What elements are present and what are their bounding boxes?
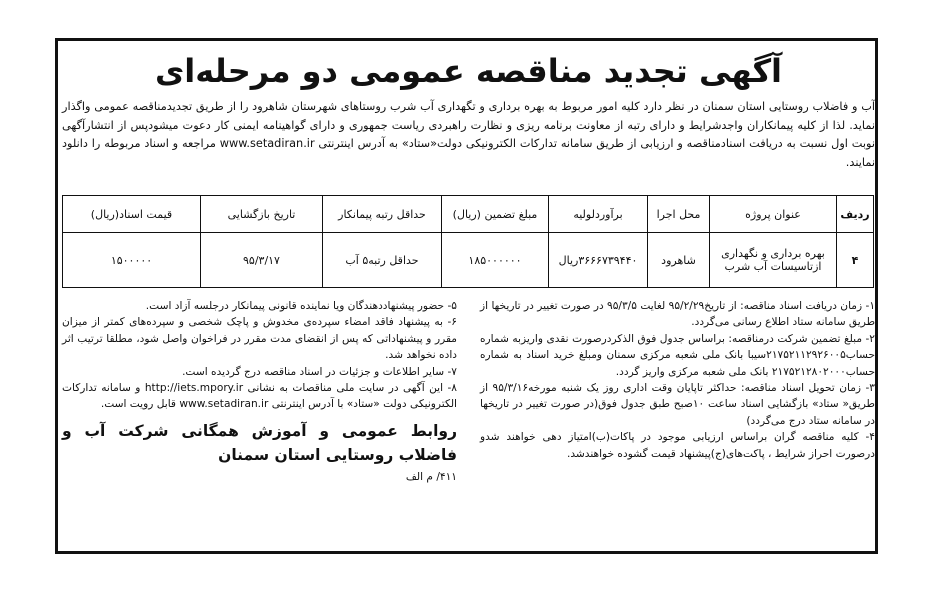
notes-right-column	[480, 298, 875, 462]
note-item: ۷- سایر اطلاعات و جزئیات در اسناد مناقصه درج گردیده است.	[182, 365, 457, 378]
header-min-grade: حداقل رتبه پیمانکار	[323, 196, 442, 233]
note-item: ۸- این آگهی در سایت ملی مناقصات به نشانی http://iets.mpory.ir و سامانه تدارکات الکترونیکی دولت «ستاد» با آدرس اینترنتی www.setadiran.ir قابل رویت است.	[62, 382, 457, 411]
project-table	[62, 195, 874, 288]
note-item: ۴- کلیه مناقصه گران براساس ارزیابی موجود در پاکات(ب)امتیاز دهی خواهند شدو درصورت احراز شرایط ، پاکت‌های(ج)پیشنهاد قیمت گشوده خواهندشد.	[480, 431, 875, 460]
cell-location: شاهرود	[648, 233, 710, 288]
cell-min-grade: حداقل رتبه۵ آب	[323, 233, 442, 288]
header-estimate: برآوردلولیه	[549, 196, 648, 233]
cell-project-title: بهره برداری و نگهداری ازتاسیسات آب شرب	[710, 233, 837, 288]
cell-opening-date: ۹۵/۳/۱۷	[201, 233, 323, 288]
cell-document-price: ۱۵۰۰۰۰۰	[63, 233, 201, 288]
notice-code: ۴۱۱/ م الف	[405, 470, 457, 483]
intro-paragraph: آب و فاضلاب روستایی استان سمنان در نظر دارد کلیه امور مربوط به بهره برداری و تگهداری آب شرب روستاهای شهرستان شاهرود را از طریق تجدیدمناقصه عمومی واگذار نماید. لذا از کلیه پیمانکاران واجدشرایط و دارای رتبه از معاونت برنامه ریزی و نظارت راهبردی ریاست جمهوری و دارای گواهینامه ایمنی کار دعوت میشودپس از انتشارآگهی نوبت اول نسبت به دریافت اسنادمناقصه و ارزیابی از طریق سامانه تدارکات الکترونیکی دولت«ستاد» به آدرس اینترنتی www.setadiran.ir مراجعه و اسناد مربوطه را دانلود نمایند.	[62, 100, 875, 169]
note-item: ۶- به پیشنهاد فاقد امضاء سپرده‌ی مخدوش و پاچک شخصی و سپرده‌های کمتر از میزان مقرر و پیشنهاداتی که پس از انقضای مدت مقرر در فراخوان واصل شود، مطلقا ترتیب اثر داده نخواهد شد.	[62, 316, 457, 362]
header-opening-date: تاریخ بازگشایی	[201, 196, 323, 233]
header-project-title: عنوان پروژه	[710, 196, 837, 233]
signature: روابط عمومی و آموزش همگانی شرکت آب و فاضلاب روستایی استان سمنان	[62, 421, 457, 464]
header-document-price: قیمت اسناد(ریال)	[63, 196, 201, 233]
header-location: محل اجرا	[648, 196, 710, 233]
header-row-number: ردیف	[837, 196, 874, 233]
table-row	[63, 233, 874, 288]
header-guarantee: مبلغ تضمین (ریال)	[442, 196, 549, 233]
page-title: آگهی تجدید مناقصه عمومی دو مرحله‌ای	[154, 52, 783, 90]
cell-estimate: ۳۶۶۶۷۳۹۴۴۰ریال	[549, 233, 648, 288]
note-item: ۱- زمان دریافت اسناد مناقصه: از تاریخ۹۵/۲/۲۹ لغایت ۹۵/۳/۵ در صورت تغییر در تاریخها از طریق سامانه ستاد اطلاع رسانی می‌گردد.	[480, 300, 876, 329]
cell-guarantee: ۱۸۵۰۰۰۰۰۰	[442, 233, 549, 288]
notes-left-column	[62, 298, 457, 485]
cell-row-number: ۴	[837, 233, 874, 288]
note-item: ۳- زمان تحویل اسناد مناقصه: حداکثر تاپایان وقت اداری روز یک شنبه مورخه۹۵/۳/۱۶ از طریق« ستاد» بازگشایی اسناد ساعت ۱۰صبح طبق جدول فوق(در صورت تغییر در تاریخها در سامانه ستاد درج می‌گردد)	[480, 382, 875, 427]
note-item: ۲- مبلغ تضمین شرکت درمناقصه: براساس جدول فوق الذکردرصورت نقدی واریزبه شماره حساب۲۱۷۵۲۱۱۲۹۲۶۰۰۵سیبا بانک ملی شعبه مرکزی سمنان ومبلغ خرید اسناد به شماره حساب۲۱۷۵۲۱۲۸۰۲۰۰۰ بانک ملی شعبه مرکزی واریز گردد.	[480, 332, 875, 378]
note-item: ۵- حضور پیشنهاددهندگان ویا نماینده قانونی پیمانکار درجلسه آزاد است.	[145, 300, 457, 312]
